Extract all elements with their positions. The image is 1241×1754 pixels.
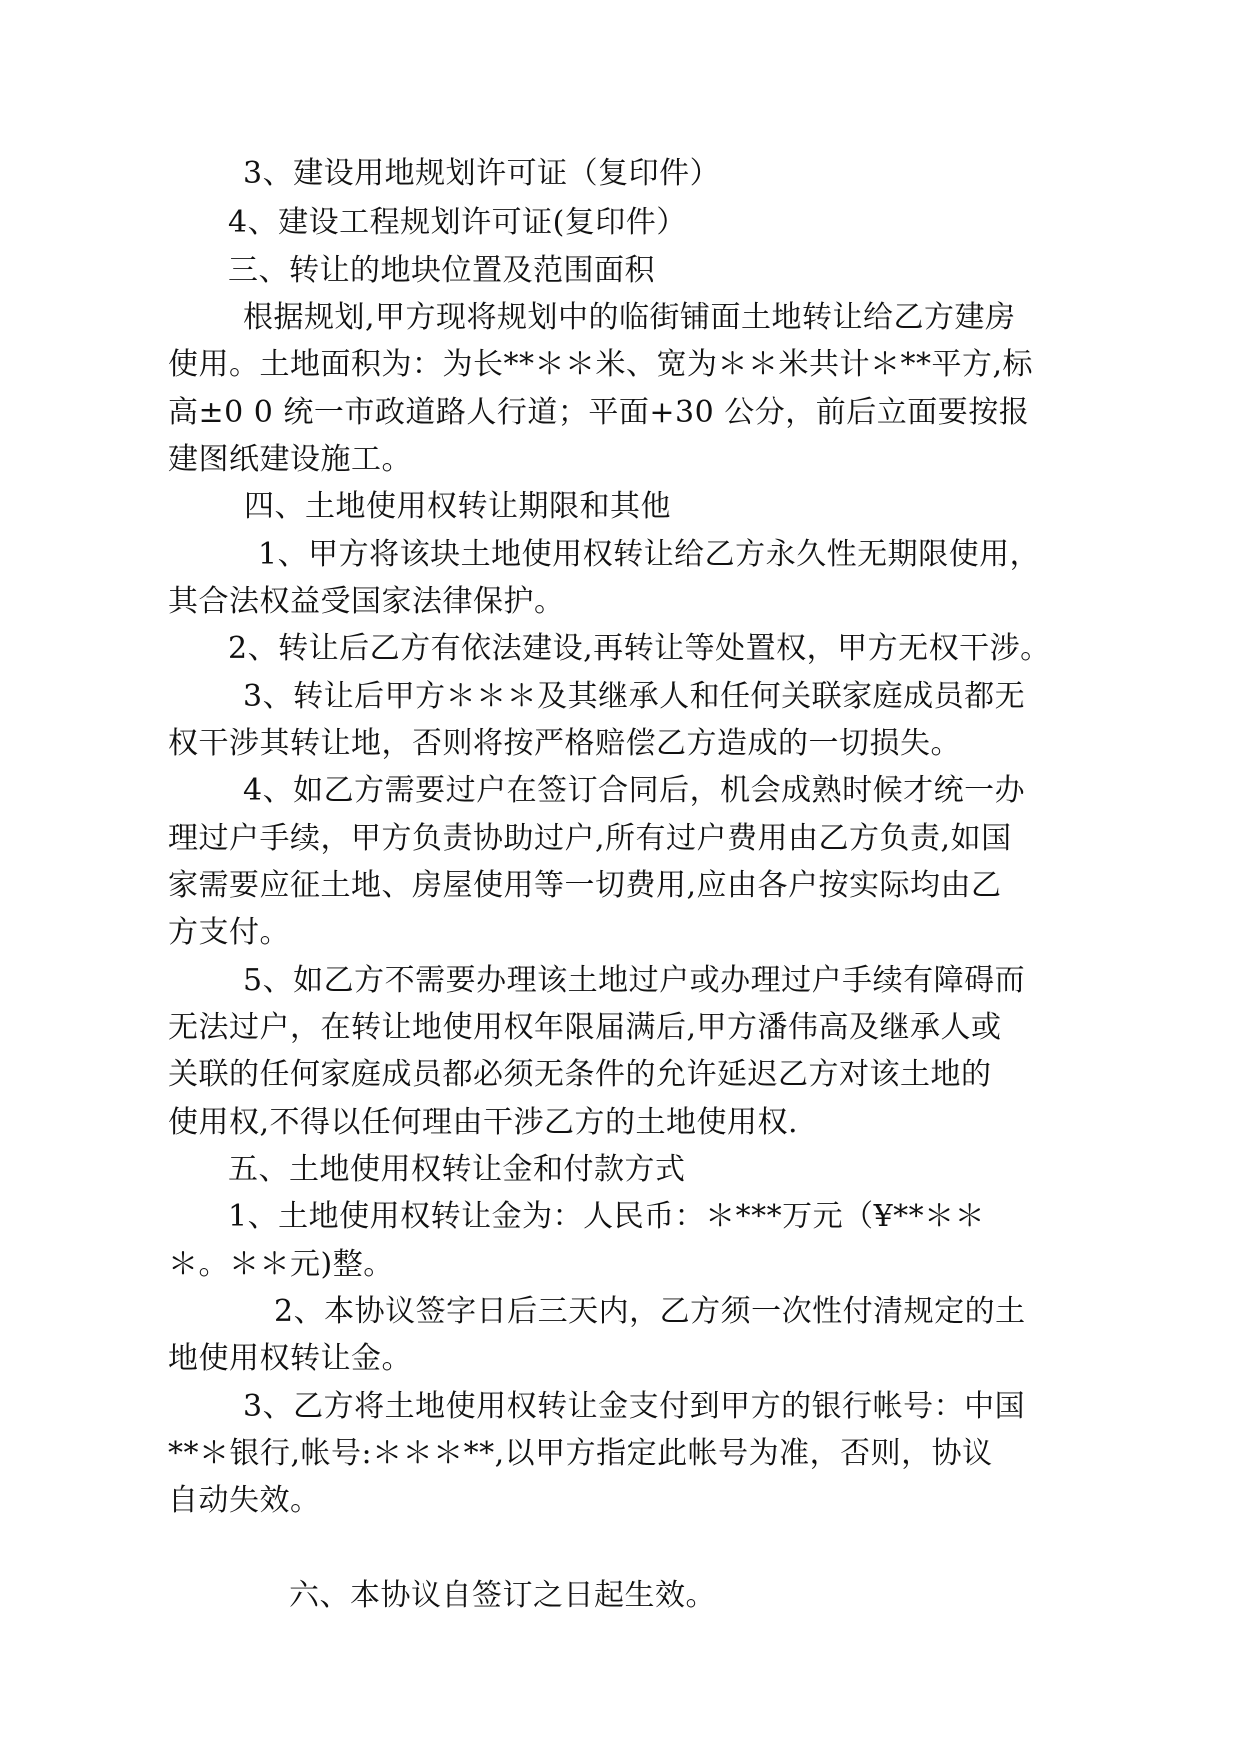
text-line: 根据规划,甲方现将规划中的临街铺面土地转让给乙方建房: [243, 300, 1016, 335]
text-line: 自动失效。: [168, 1483, 321, 1518]
text-line: 地使用权转让金。: [168, 1341, 412, 1376]
text-line: 关联的任何家庭成员都必须无条件的允许延迟乙方对该土地的: [168, 1057, 992, 1092]
text-line: **＊银行,帐号:＊＊＊**,以甲方指定此帐号为准，否则，协议: [168, 1436, 993, 1471]
text-line: 无法过户，在转让地使用权年限届满后,甲方潘伟高及继承人或: [168, 1010, 1002, 1045]
text-line: 1、甲方将该块土地使用权转让给乙方永久性无期限使用，: [258, 537, 1041, 572]
text-line: 建图纸建设施工。: [168, 442, 412, 477]
text-line: 4、如乙方需要过户在签订合同后，机会成熟时候才统一办: [243, 773, 1026, 808]
text-line: 权干涉其转让地，否则将按严格赔偿乙方造成的一切损失。: [168, 726, 961, 761]
text-line: 4、建设工程规划许可证(复印件）: [228, 205, 687, 240]
text-line: 3、转让后甲方＊＊＊及其继承人和任何关联家庭成员都无: [243, 679, 1026, 714]
text-line: 使用。土地面积为：为长**＊＊米、宽为＊＊米共计＊**平方,标: [168, 347, 1034, 382]
section-heading: 三、转让的地块位置及范围面积: [228, 253, 655, 288]
text-line: 3、建设用地规划许可证（复印件）: [243, 156, 721, 191]
text-line: 3、乙方将土地使用权转让金支付到甲方的银行帐号：中国: [243, 1389, 1026, 1424]
text-line: 方支付。: [168, 915, 290, 950]
text-line: 理过户手续，甲方负责协助过户,所有过户费用由乙方负责,如国: [168, 821, 1012, 856]
section-heading: 六、本协议自签订之日起生效。: [289, 1578, 716, 1613]
text-line: 1、土地使用权转让金为：人民币：＊***万元（¥**＊＊: [228, 1199, 986, 1234]
text-line: 使用权,不得以任何理由干涉乙方的土地使用权.: [168, 1105, 799, 1140]
text-line: 其合法权益受国家法律保护。: [168, 584, 565, 619]
text-line: 2、转让后乙方有依法建设,再转让等处置权，甲方无权干涉。: [228, 631, 1051, 666]
section-heading: 五、土地使用权转让金和付款方式: [228, 1152, 686, 1187]
text-line: 高±0 0 统一市政道路人行道；平面+30 公分，前后立面要按报: [168, 395, 1030, 430]
section-heading: 四、土地使用权转让期限和其他: [244, 489, 671, 524]
text-line: 5、如乙方不需要办理该土地过户或办理过户手续有障碍而: [243, 963, 1026, 998]
text-line: ＊。＊＊元)整。: [168, 1247, 394, 1282]
text-line: 家需要应征土地、房屋使用等一切费用,应由各户按实际均由乙: [168, 868, 1002, 903]
text-line: 2、本协议签字日后三天内，乙方须一次性付清规定的土: [274, 1294, 1026, 1329]
